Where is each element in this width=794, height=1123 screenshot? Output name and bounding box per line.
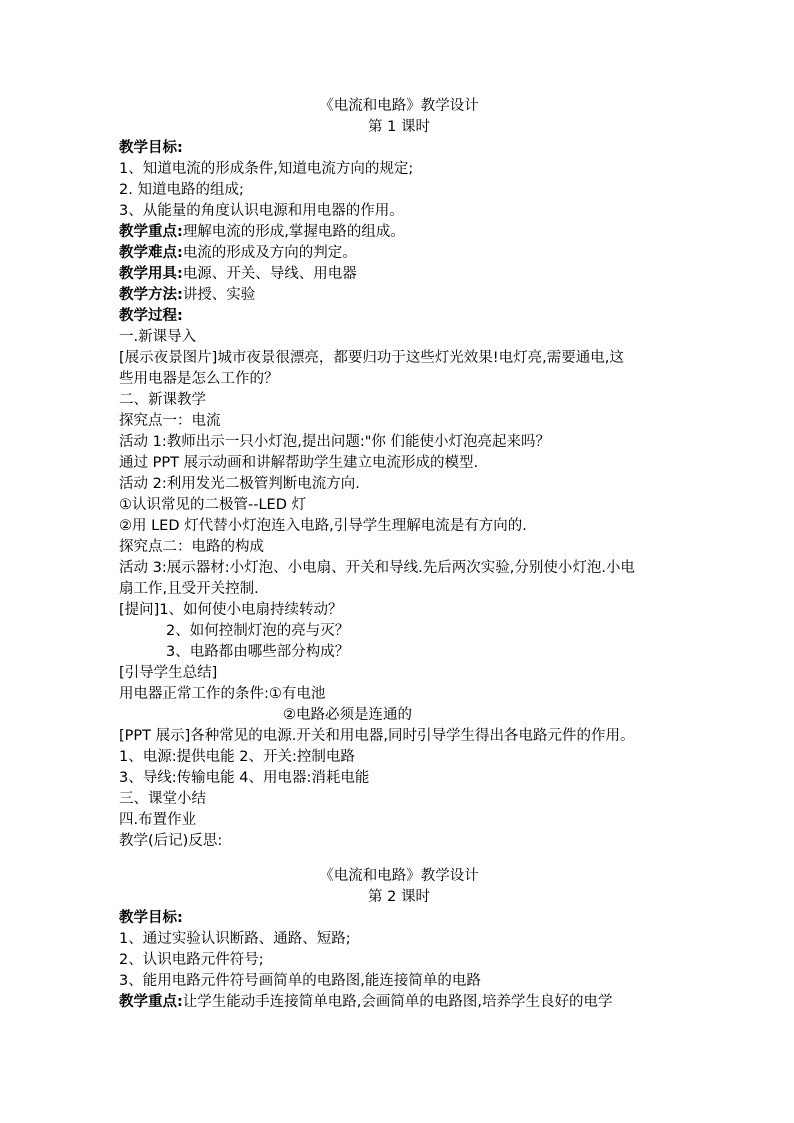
process-line: [提问]1、如何使小电扇持续转动？ xyxy=(119,602,343,618)
difficulty-text: 电流的形成及方向的判定。 xyxy=(182,245,357,261)
process-line: 活动 3:展示器材:小灯泡、小电扇、开关和导线.先后两次实验,分别使小灯泡.小电 xyxy=(119,560,635,576)
process-line: 一.新课导入 xyxy=(119,329,197,345)
process-line: 二、新课教学 xyxy=(119,392,206,408)
lesson1-title: 《电流和电路》教学设计 xyxy=(319,98,479,114)
process-line: 2、如何控制灯泡的亮与灭？ xyxy=(166,623,350,639)
lesson1-period: 第 1 课时 xyxy=(368,119,430,135)
lesson1-method xyxy=(119,285,679,306)
process-line: ②用 LED 灯代替小灯泡连入电路,引导学生理解电流是有方向的. xyxy=(119,518,527,534)
process-line: 探究点一：电流 xyxy=(119,413,221,429)
lesson1-goal-2: 2. 知道电路的组成; xyxy=(119,182,244,198)
lesson1-difficulty xyxy=(119,243,679,264)
process-line: 四.布置作业 xyxy=(119,812,197,828)
lesson1-goal-3: 3、从能量的角度认识电源和用电器的作用。 xyxy=(119,203,404,219)
process-line: 三、课堂小结 xyxy=(119,791,206,807)
key-point-label: 教学重点: xyxy=(119,224,183,240)
lesson1-key-point xyxy=(119,222,679,243)
lesson1-tools xyxy=(119,264,679,285)
lesson2-goal-2: 2、认识电路元件符号; xyxy=(119,952,264,968)
method-text: 讲授、实验 xyxy=(182,287,256,303)
lesson2-goal-1: 1、通过实验认识断路、通路、短路; xyxy=(119,931,351,947)
process-line: 活动 1:教师出示一只小灯泡,提出问题:"你 们能使小灯泡亮起来吗？ xyxy=(119,434,550,450)
key-point-text: 理解电流的形成,掌握电路的组成。 xyxy=(182,224,405,240)
process-line: ②电路必须是连通的 xyxy=(283,707,412,723)
lesson2-goal-label: 教学目标: xyxy=(119,910,183,926)
process-line: 些用电器是怎么工作的？ xyxy=(119,371,279,387)
process-line: 扇工作,且受开关控制. xyxy=(119,581,259,597)
process-line: 通过 PPT 展示动画和讲解帮助学生建立电流形成的模型. xyxy=(119,455,479,471)
process-line: 教学(后记)反思: xyxy=(119,833,223,849)
process-line: 3、导线:传输电能 4、用电器:消耗电能 xyxy=(119,770,370,786)
lesson1-goal-label: 教学目标: xyxy=(119,140,183,156)
process-line: 活动 2:利用发光二极管判断电流方向. xyxy=(119,476,360,492)
process-line: 3、电路都由哪些部分构成？ xyxy=(166,644,350,660)
lesson2-key-point xyxy=(119,992,679,1013)
difficulty-label: 教学难点: xyxy=(119,245,183,261)
process-line: 1、电源:提供电能 2、开关:控制电路 xyxy=(119,749,355,765)
key-point-label: 教学重点: xyxy=(119,994,183,1010)
lesson2-goal-3: 3、能用电路元件符号画简单的电路图,能连接简单的电路 xyxy=(119,973,481,989)
process-line: ①认识常见的二极管--LED 灯 xyxy=(119,497,306,513)
lesson2-title: 《电流和电路》教学设计 xyxy=(319,868,479,884)
tools-text: 电源、开关、导线、用电器 xyxy=(182,266,357,282)
process-line: [展示夜景图片]城市夜景很漂亮，都要归功于这些灯光效果!电灯亮,需要通电,这 xyxy=(119,350,624,366)
lesson1-process-label: 教学过程: xyxy=(119,308,183,324)
process-line: 探究点二：电路的构成 xyxy=(119,539,264,555)
process-line: 用电器正常工作的条件:①有电池 xyxy=(119,686,326,702)
process-line: [引导学生总结] xyxy=(119,665,218,681)
process-line: [PPT 展示]各种常见的电源.开关和用电器,同时引导学生得出各电路元件的作用。 xyxy=(119,728,635,744)
key-point-text: 让学生能动手连接简单电路,会画简单的电路图,培养学生良好的电学 xyxy=(182,994,613,1010)
lesson1-goal-1: 1、知道电流的形成条件,知道电流方向的规定; xyxy=(119,161,414,177)
tools-label: 教学用具: xyxy=(119,266,183,282)
lesson2-period: 第 2 课时 xyxy=(368,889,430,905)
method-label: 教学方法: xyxy=(119,287,183,303)
